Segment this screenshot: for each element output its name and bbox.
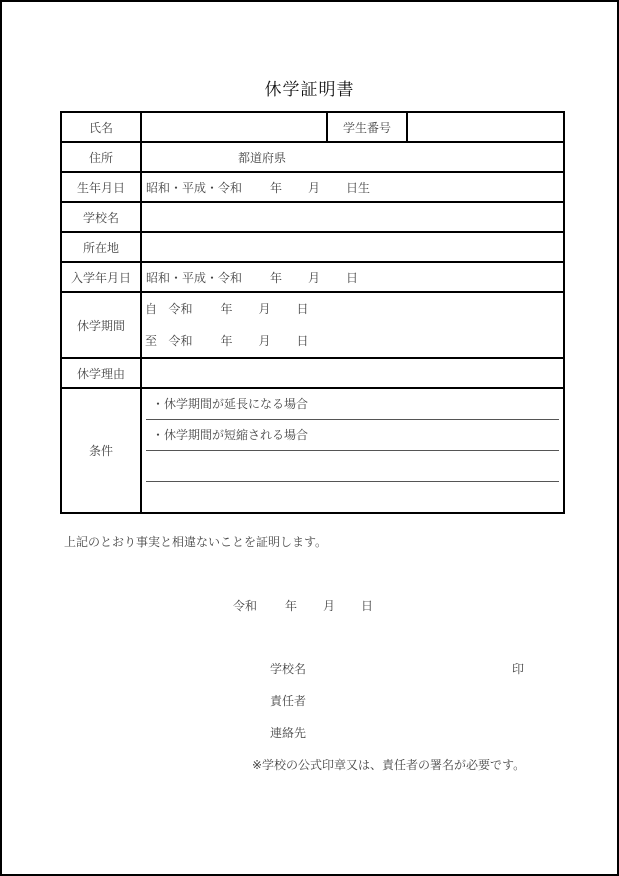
statement-text: 上記のとおり事実と相違ないことを証明します。 [64,535,328,549]
issue-date [233,597,373,614]
condition-item[interactable] [146,482,559,512]
reason-field[interactable] [141,358,564,388]
name-label: 氏名 [61,112,141,142]
footnote-text: ※学校の公式印章又は、責任者の署名が必要です。 [252,758,526,772]
student-no-field[interactable] [407,112,564,142]
from-day: 日 [296,302,309,316]
condition-item[interactable]: ・休学期間が短縮される場合 [146,420,559,451]
dob-field[interactable] [141,172,564,202]
address-label: 住所 [61,142,141,172]
sig-contact-label: 連絡先 [270,726,307,740]
dob-era: 昭和・平成・令和 [146,180,243,195]
enroll-era: 昭和・平成・令和 [146,270,243,285]
from-era: 令和 [168,302,193,316]
page-title: 休学証明書 [264,80,355,100]
seal-mark: 印 [512,662,525,676]
prefecture-text: 都道府県 [238,150,287,165]
to-year: 年 [220,334,233,348]
issue-year: 年 [285,599,298,613]
sig-responsible-label: 責任者 [270,694,307,708]
row-dob [61,172,564,202]
issue-day: 日 [361,599,374,613]
location-label: 所在地 [61,232,141,262]
school-label: 学校名 [61,202,141,232]
from-month: 月 [258,302,271,316]
enroll-day: 日 [346,270,359,285]
reason-label: 休学理由 [61,358,141,388]
condition-item[interactable] [146,451,559,482]
enroll-field[interactable] [141,262,564,292]
row-enroll [61,262,564,292]
school-field[interactable] [141,202,564,232]
row-name [61,112,564,142]
dob-label: 生年月日 [61,172,141,202]
period-to [142,325,563,357]
conditions-field [141,388,564,513]
enroll-month: 月 [308,270,321,285]
enroll-label: 入学年月日 [61,262,141,292]
location-field[interactable] [141,232,564,262]
dob-year: 年 [270,180,283,195]
period-field[interactable] [141,292,564,358]
row-period [61,292,564,358]
enroll-year: 年 [270,270,283,285]
from-year: 年 [220,302,233,316]
sig-school-label: 学校名 [270,662,307,676]
to-day: 日 [296,334,309,348]
issue-era: 令和 [233,599,258,613]
period-label: 休学期間 [61,292,141,358]
condition-item[interactable]: ・休学期間が延長になる場合 [146,389,559,420]
name-field[interactable] [141,112,327,142]
from-mark: 自 [145,302,158,316]
certificate-form [60,111,565,514]
row-conditions [61,388,564,513]
student-no-label: 学生番号 [327,112,407,142]
to-month: 月 [258,334,271,348]
row-address [61,142,564,172]
row-location [61,232,564,262]
row-reason [61,358,564,388]
period-from [142,293,563,325]
conditions-label: 条件 [61,388,141,513]
address-field[interactable] [141,142,564,172]
dob-month: 月 [308,180,321,195]
to-era: 令和 [168,334,193,348]
issue-month: 月 [323,599,336,613]
row-school [61,202,564,232]
to-mark: 至 [145,334,158,348]
dob-day: 日生 [346,180,371,195]
